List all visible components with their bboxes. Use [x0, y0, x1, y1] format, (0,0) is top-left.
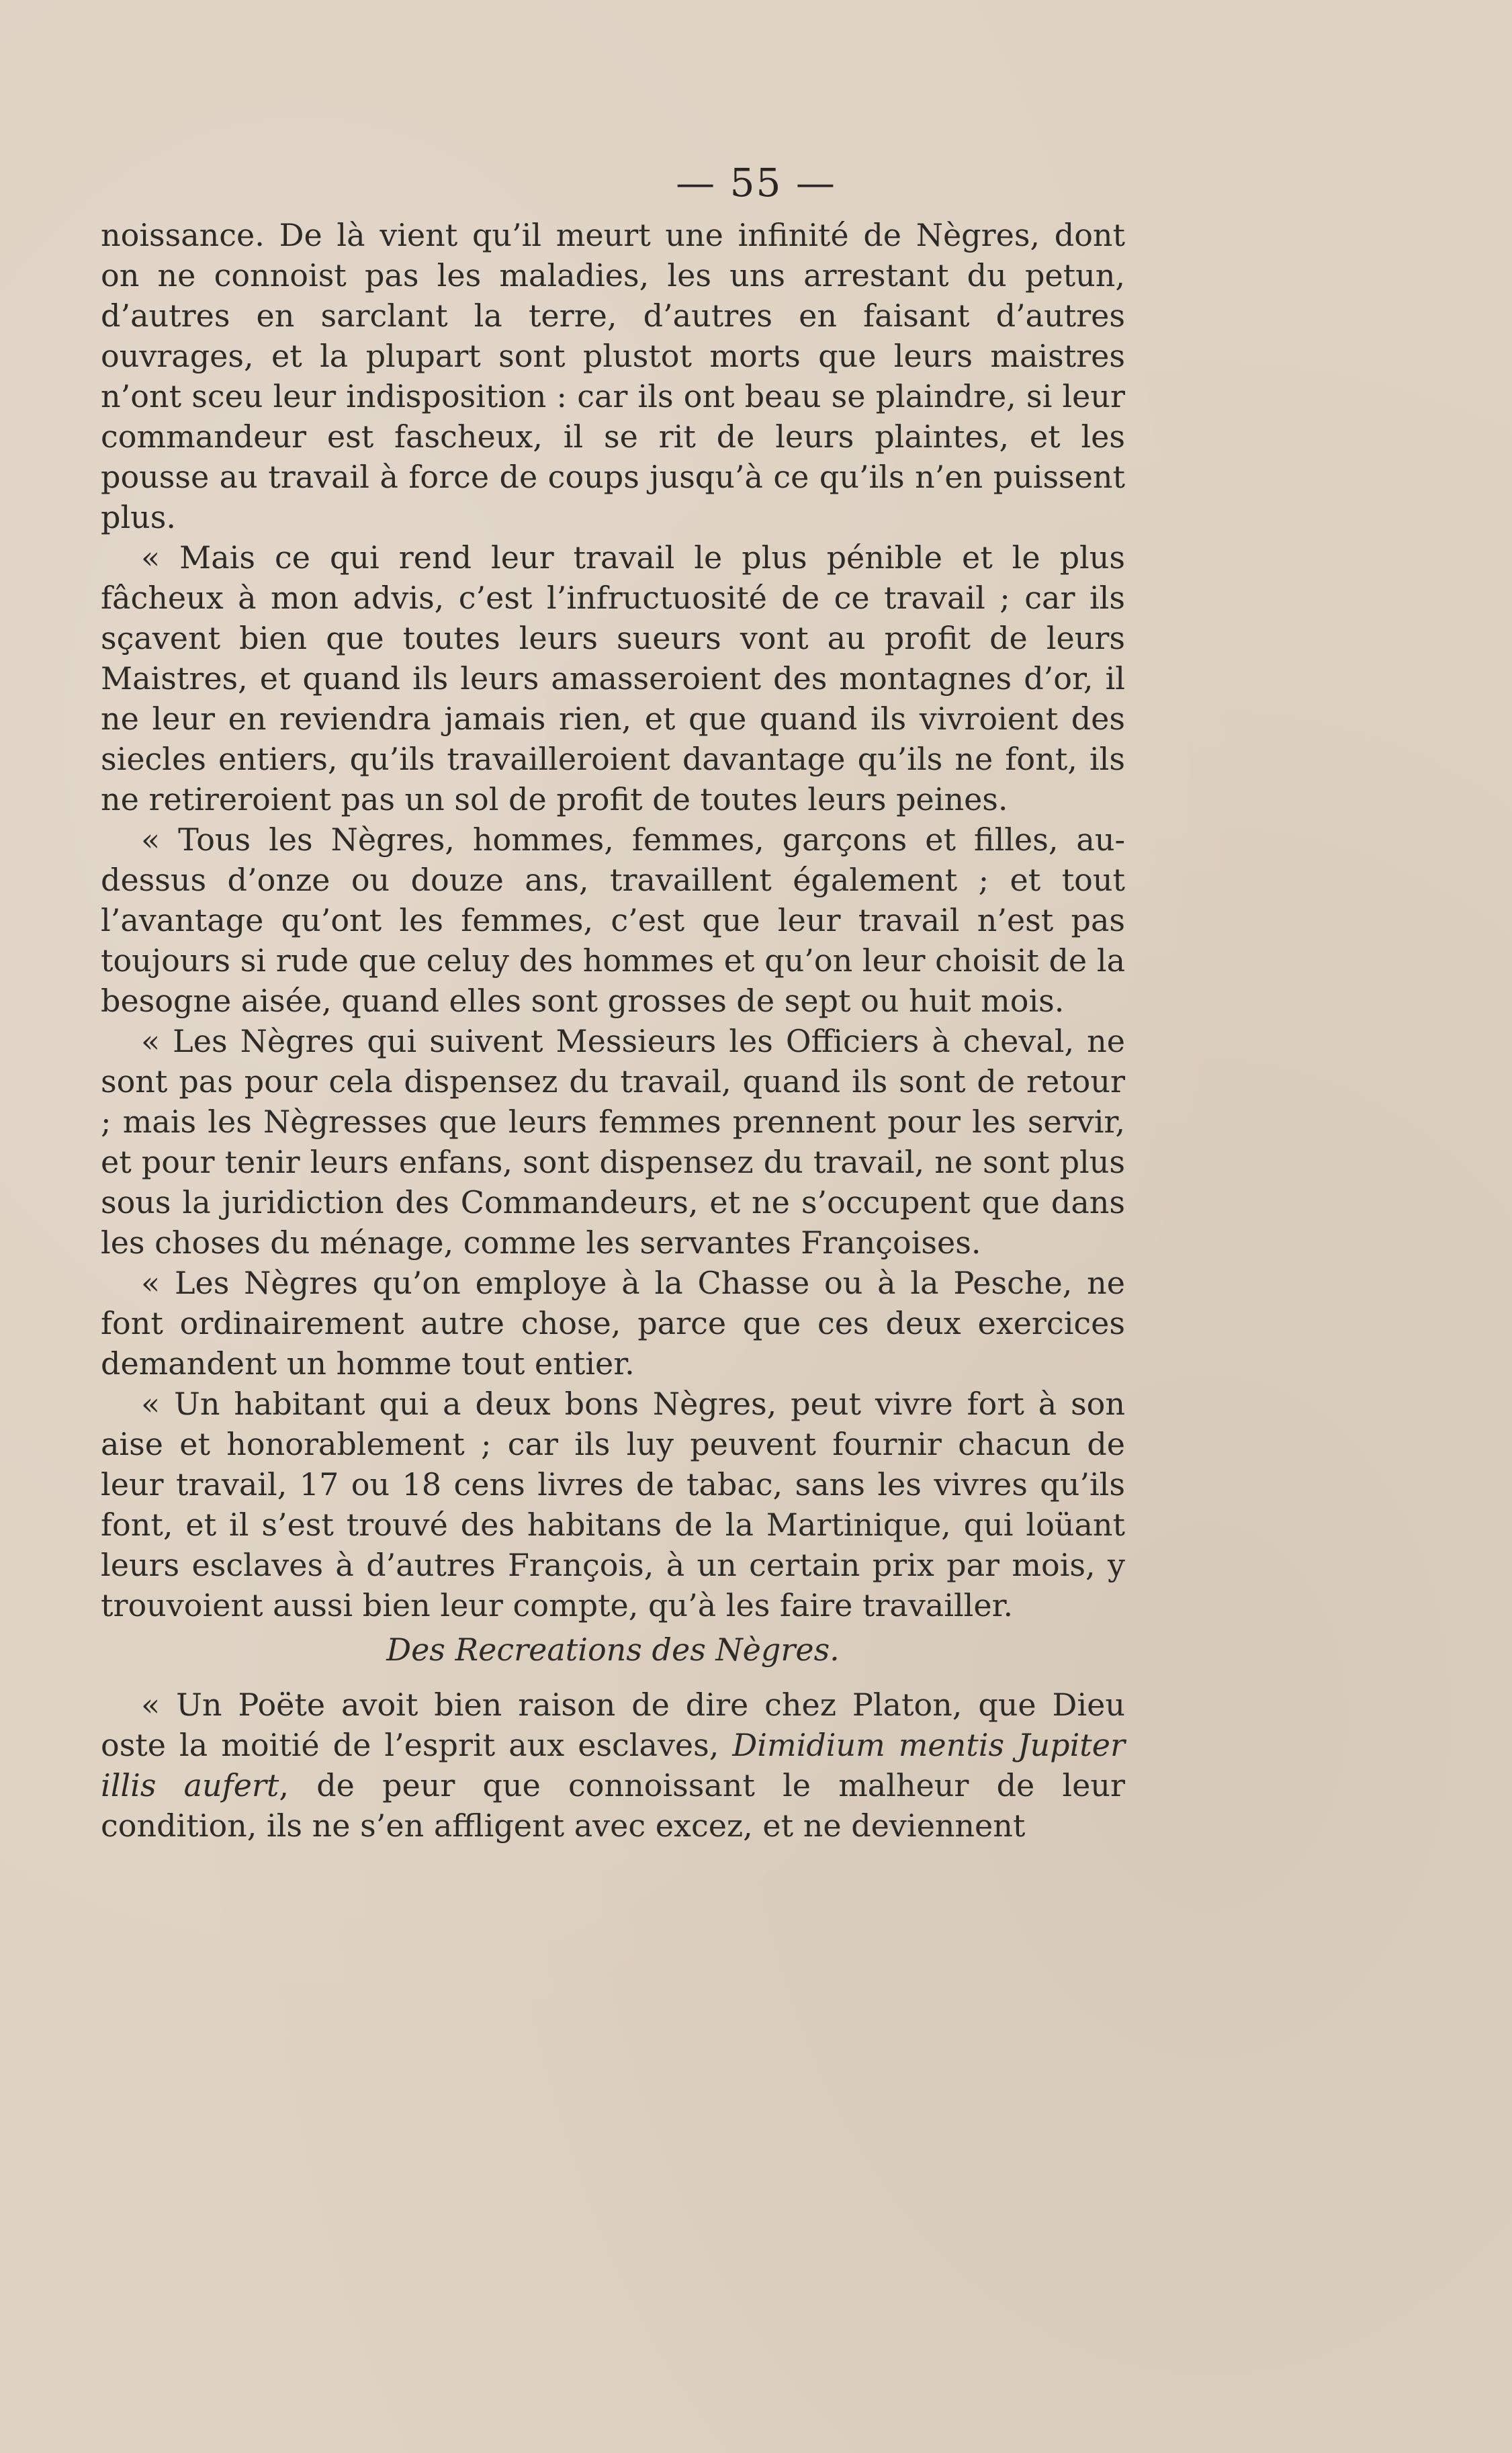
- section-heading: Des Recreations des Nègres.: [386, 1632, 840, 1668]
- paragraph-5: « Les Nègres qu’on employe à la Chasse ou à la Pesche, ne font ordinairement autre chose, parce que ces deux exercices demandent un homme tout entier.: [101, 1265, 1125, 1382]
- paragraph-6: « Un habitant qui a deux bons Nègres, peut vivre fort à son aise et honorablement ; car ils luy peuvent fournir chacun de leur travail, 17 ou 18 cens livres de tabac, sans les vivres qu’ils font, et il s’est trouvé des habitans de la Martinique, qui loüant leurs esclaves à d’autres François, à un certain prix par mois, y trouvoient aussi bien leur compte, qu’à les faire travailler.: [101, 1386, 1125, 1623]
- paragraph-7-text-end: , de peur que connoissant le malheur de leur condition, ils ne s’en affligent avec excez, et ne deviennent: [101, 1767, 1125, 1844]
- page-number: — 55 —: [676, 160, 836, 206]
- paragraph-7: [101, 1685, 1125, 1846]
- latin-quote: Dimidium mentis Jupiter illis aufert: [101, 1727, 1125, 1803]
- paragraph-4: « Les Nègres qui suivent Messieurs les Officiers à cheval, ne sont pas pour cela dispensez du travail, quand ils sont de retour ; mais les Nègresses que leurs femmes prennent pour les servir, et pour tenir leurs enfans, sont dispensez du travail, ne sont plus sous la juridiction des Commandeurs, et ne s’occupent que dans les choses du ménage, comme les servantes Françoises.: [101, 1023, 1125, 1261]
- paragraph-7-text-start: « Un Poëte avoit bien raison de dire chez Platon, que Dieu oste la moitié de l’esprit aux esclaves,: [101, 1687, 1125, 1763]
- paragraph-1: noissance. De là vient qu’il meurt une infinité de Nègres, dont on ne connoist pas les maladies, les uns arrestant du petun, d’autres en sarclant la terre, d’autres en faisant d’autres ouvrages, et la plupart sont plustot morts que leurs maistres n’ont sceu leur indisposition : car ils ont beau se plaindre, si leur commandeur est fascheux, il se rit de leurs plaintes, et les pousse au travail à force de coups jusqu’à ce qu’ils n’en puissent plus.: [101, 217, 1125, 535]
- paragraph-2: « Mais ce qui rend leur travail le plus pénible et le plus fâcheux à mon advis, c’est l’infructuosité de ce travail ; car ils sçavent bien que toutes leurs sueurs vont au profit de leurs Maistres, et quand ils leurs amasseroient des montagnes d’or, il ne leur en reviendra jamais rien, et que quand ils vivroient des siecles entiers, qu’ils travailleroient davantage qu’ils ne font, ils ne retireroient pas un sol de profit de toutes leurs peines.: [101, 539, 1125, 817]
- body-text: [101, 215, 1125, 1846]
- paragraph-3: « Tous les Nègres, hommes, femmes, garçons et filles, au-dessus d’onze ou douze ans, travaillent également ; et tout l’avantage qu’ont les femmes, c’est que leur travail n’est pas toujours si rude que celuy des hommes et qu’on leur choisit de la besogne aisée, quand elles sont grosses de sept ou huit mois.: [101, 821, 1125, 1019]
